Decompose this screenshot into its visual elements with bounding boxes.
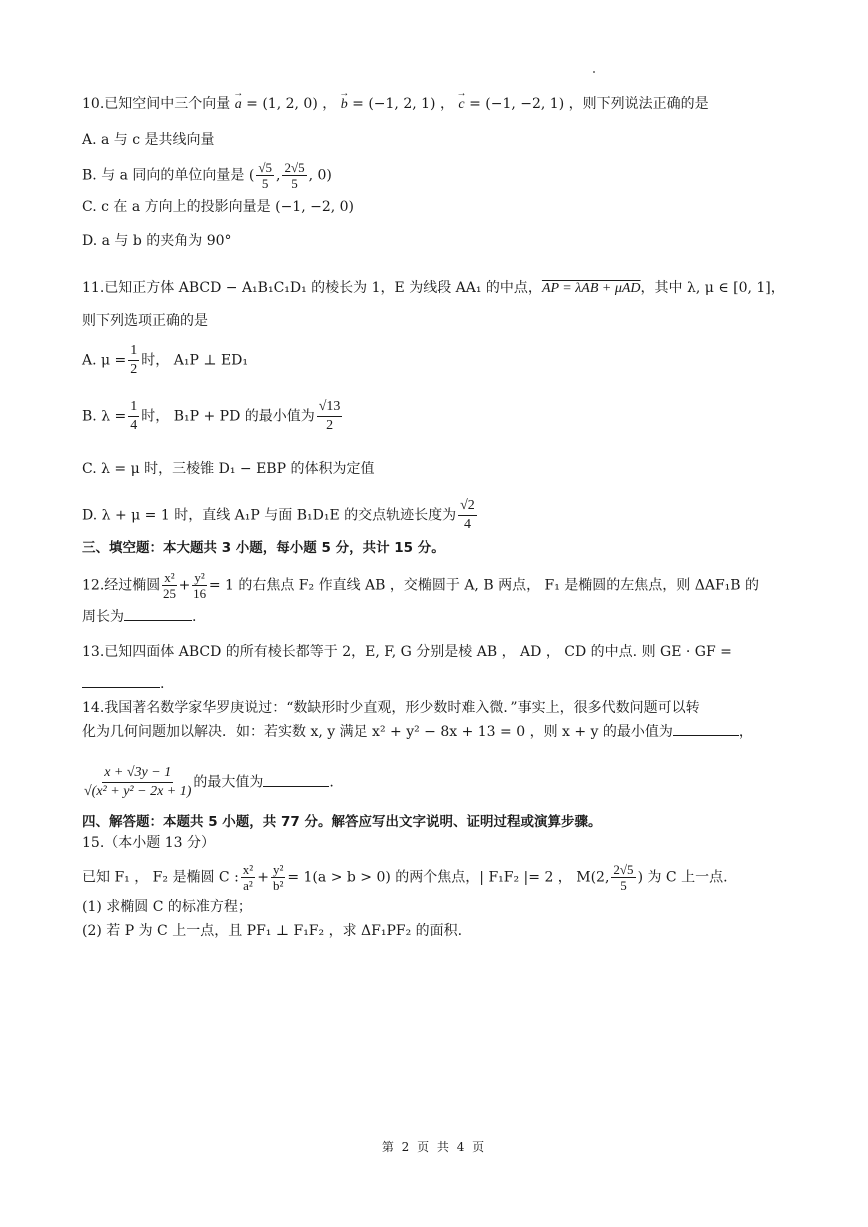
q11-stem-line2: 则下列选项正确的是 [82,313,208,329]
q15-part-2: (2) 若 P 为 C 上一点，且 PF₁ ⊥ F₁F₂ ，求 ΔF₁PF₂ 的面积. [82,923,463,939]
q10-vec-b-value: = (−1, 2, 1) ， [347,96,454,112]
q11-option-b: B. λ = $\frac{1}{4}$ 时， B₁P + PD 的最小值为 $\frac{√13}{2}$ [82,399,341,433]
q10-vec-c-value: = (−1, −2, 1) ，则下列说法正确的是 [464,96,709,112]
q15-stem: 已知 F₁ ， F₂ 是椭圆 C : $\frac{\text{x²}}{\text{a²}}$ + $\frac{\text{y²}}{\text{b²}}$ = 1(a > b > 0) 的两个焦点，| F₁F₂ |= 2 ， M(2, $\frac{2√5}{5}$ ) 为 C 上一点. [82,862,728,893]
q15-header: 15.（本小题 13 分） [82,835,215,851]
q11-option-b-value: $\frac{√13}{2}$ [318,399,341,433]
q11-option-a: A. μ = $\frac{1}{2}$ 时， A₁P ⊥ ED₁ [82,343,249,377]
q10-option-b-tail: , 0) [308,167,332,184]
q14-answer-blank-2[interactable] [263,786,329,787]
q10-option-b-frac1: $\frac{√5}{5}$ [258,160,272,191]
page-footer: 第 2 页 共 4 页 [381,1140,487,1154]
q11-stem-line1 [82,278,785,299]
q11-stem-text: 11.已知正方体 ABCD − A₁B₁C₁D₁ 的棱长为 1，E 为线段 AA₁ 的中点， [82,280,542,296]
q14-expression-frac: $\frac{x + √3y - 1}{\text{√(x² + y² − 2x + 1)}}$ [84,765,192,799]
q13-line2: . [82,674,164,694]
q10-vec-b: b → [341,95,348,115]
q11-option-a-frac: $\frac{1}{2}$ [130,343,138,377]
q10-option-a: A. a 与 c 是共线向量 [82,132,215,148]
q14-line2: 化为几何问题加以解决．如：若实数 x, y 满足 x² + y² − 8x + 13 = 0 ，则 x + y 的最小值为 ， [82,724,753,740]
q14-line1: 14.我国著名数学家华罗庚说过：“数缺形时少直观，形少数时难入微．”事实上，很多代数问题可以转 [82,700,700,716]
q10-stem-text: 10.已知空间中三个向量 [82,96,231,112]
q10-vec-c: c → [458,95,464,115]
q12-line1: 12.经过椭圆 $\frac{\text{x²}}{25}$ + $\frac{\text{y²}}{16}$ = 1 的右焦点 F₂ 作直线 AB ，交椭圆于 A, B 两点， F₁ 是椭圆的左焦点，则 ΔAF₁B 的 [82,570,760,601]
q13-line1: 13.已知四面体 ABCD 的所有棱长都等于 2，E, F, G 分别是棱 AB ， AD ， CD 的中点. 则 GE · GF = [82,644,732,660]
q15-frac-y: $\frac{\text{y²}}{\text{b²}}$ [272,862,284,893]
q12-line2: 周长为 . [82,609,197,625]
q12-frac-x: $\frac{\text{x²}}{25}$ [162,570,176,601]
q15-frac-x: $\frac{\text{x²}}{\text{a²}}$ [242,862,254,893]
q14-line3: $\frac{x + √3y - 1}{\text{√(x² + y² − 2x + 1)}}$ 的最大值为 . [84,765,334,799]
q10-vec-a-value: = (1, 2, 0) ， [241,96,337,112]
section-4-heading: 四、解答题：本题共 5 小题，共 77 分。解答应写出文字说明、证明过程或演算步骤。 [82,814,602,830]
q10-stem [82,94,709,115]
scan-dot [593,71,595,73]
q15-part-1: (1) 求椭圆 C 的标准方程； [82,899,252,915]
q10-option-d: D. a 与 b 的夹角为 90° [82,233,232,249]
q11-option-d-frac: $\frac{√2}{4}$ [460,498,475,532]
q15-m-frac: $\frac{2√5}{5}$ [613,862,634,893]
q10-option-b: B. 与 a 同向的单位向量是 ( $\frac{√5}{5}$ , $\frac{2√5}{5}$ , 0) [82,160,332,191]
q11-option-d: D. λ + μ = 1 时，直线 A₁P 与面 B₁D₁E 的交点轨迹长度为 $\frac{√2}{4}$ [82,498,475,532]
q10-option-b-frac2: $\frac{2√5}{5}$ [284,160,305,191]
q14-answer-blank-1[interactable] [673,735,739,736]
q12-frac-y: $\frac{\text{y²}}{16}$ [193,570,207,601]
q10-vec-a: a → [235,95,242,115]
q10-option-b-text: B. 与 a 同向的单位向量是 ( [82,167,255,184]
section-3-heading: 三、填空题：本大题共 3 小题，每小题 5 分，共计 15 分。 [82,540,445,556]
q11-vector-equation: AP = λAB + μAD [541,281,641,296]
q12-answer-blank[interactable] [124,620,192,621]
q13-answer-blank[interactable] [82,687,160,688]
q11-option-b-frac: $\frac{1}{4}$ [130,399,138,433]
q10-option-c: C. c 在 a 方向上的投影向量是 (−1, −2, 0) [82,199,355,215]
q11-option-c: C. λ = μ 时，三棱锥 D₁ − EBP 的体积为定值 [82,461,375,477]
q11-stem-tail: ，其中 λ, μ ∈ [0, 1]， [640,280,785,296]
